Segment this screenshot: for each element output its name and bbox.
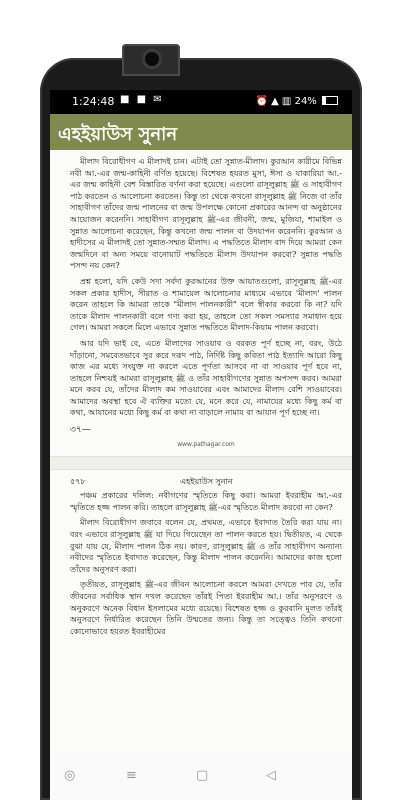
menu-icon[interactable]: ≡ — [126, 768, 137, 783]
battery-fill — [323, 97, 326, 104]
paragraph: প্রশ্ন হলো, যদি কেউ সদা সর্বদা কুরআনের উক্ত আয়াতগুলো, রাসূলুল্লাহ ﷺ-এর সকল প্রকার হাদীস, সীরাত ও শামায়েল আলোচনার মাধ্যমে এভাবে 'মীলাদ' পালন করেন তাহলে কি আমরা তাকে "মীলাদ পালনকারী" বলে স্বীকার করবো কি না? যদি তাকে মীলাদ পালনকারী বলে গণ্য করা হয়, তাহলে তো সকল সমস্যার সমাধান হয়ে গেল। আমরা সকলে মিলে এভাবে সুন্নাত পদ্ধতিতে মীলাদ-কিয়াম পালন করবো। — [70, 276, 342, 333]
header-page-number: ৫৭৮ — [70, 477, 86, 487]
home-circle-icon[interactable]: ◎ — [64, 768, 76, 783]
system-icons: ⏰ ▲ ▥ — [255, 96, 292, 107]
overview-icon[interactable]: ▢ — [196, 768, 209, 783]
status-bar — [50, 90, 352, 114]
paragraph: তৃতীয়ত, রাসূলুল্লাহ ﷺ-এর জীবন আলোচনা করলে আমরা দেখতে পাব যে, তাঁর জীবনের সর্বাধিক স্থান দখল করেছেন তাঁরই পিতা ইবরাহীম আ.। তাঁর অনুসরণে ও অনুকরণে অনেক বিধান ইসলামের মধ্যে রয়েছে। বিশেষত হজ্জ ও কুরবানি মূলত তাঁরই অনুসরণে নির্ধারিত করেছেন তিনি উম্মতের জন্য। কিন্তু তা সত্ত্বেও তিনি কখনো কোনোভাবে হযরত ইবরাহীমের — [70, 580, 342, 636]
app-bar — [50, 114, 352, 150]
app-title: এহইয়াউস সুনান — [58, 124, 178, 145]
notification-icons: ■ ■ ✉ — [120, 94, 164, 105]
navigation-bar — [50, 758, 352, 800]
page-divider — [50, 456, 352, 470]
screen — [50, 90, 352, 800]
paragraph: মীলাদ বিরোধীগণ এ মীলাদই চান। এটাই তো সুন্নাত-মীলাদ। কুরআন কারীমে বিভিন্ন নবী আ.-এর জন্ম-কাহিনী বর্ণিত হয়েছে। বিশেষত হযরত মুসা, ঈসা ও যাকারিয়া আ.-এর জন্ম কাহিনী বেশ বিস্তারিত বর্ণনা করা হয়েছে। এগুলো রাসূলুল্লাহ ﷺ ও সাহাবীগণ পাঠ করতেন ও আলোচনা করতেন। কিন্তু তা থেকে কখনো রাসূলুল্লাহ ﷺ নিজে বা তাঁর সাহাবীগণ তাঁদের জন্ম পালনের বা জন্ম উপলক্ষে কোনো প্রকারের আনন্দ বা অনুষ্ঠানের আয়োজন করেননি। সাহাবীগণ রাসূলুল্লাহ ﷺ-এর জীবনী, জন্ম, মুজিযা, শামাইল ও সুন্নাত আলোচনা করেছেন, কিন্তু কখনো জন্ম পালন বা উদযাপন করেননি। কুরআন ও হাদীসের এ মীলাদই তো সুন্নাত-সম্মত মীলাদ। এ পদ্ধতিতে মীলাদ বাদ দিয়ে আমরা কেন জন্মদিনে বা অন্য সময়ে বানোয়াট পদ্ধতিতে মীলাদ উদযাপন করবো? সুন্নাত পদ্ধতি পসন্দ নয় কেন? — [70, 157, 343, 271]
book-content[interactable] — [50, 150, 352, 758]
status-time: 1:24:48 — [72, 95, 115, 108]
popup-camera — [122, 44, 180, 76]
source-url: www.pathagar.com — [177, 440, 235, 448]
paragraph: মীলাদ বিরোধীগণ জবাবে বলেন যে, প্রথমত, এভাবে ইবাদাত তৈরি করা যায় না। বরং এভাবে রাসূলুল্লাহ ﷺ যা দিয়ে গিয়েছেন তা পালন করতে হয়। দ্বিতীয়ত, এ থেকে বুঝা যায় যে, মীলাদ পালন ঠিক নয়। কারণ, রাসূলুল্লাহ ﷺ ও তাঁর সাহাবীগণ অন্যান্য নবীদের স্মৃতিতে ইবাদাত করেছেন, কিন্তু মীলাদ পালন করেননি। আমাদের কাজ হলো তাঁদের অনুসরণ করা। — [70, 518, 343, 574]
back-icon[interactable]: ◁ — [266, 768, 276, 783]
battery-icon — [322, 96, 338, 105]
page-top — [50, 150, 352, 637]
paragraph: পঞ্চম প্রকারের দলিল: নবীগণের স্মৃতিতে কিছু করা। আমরা ইবরাহীম আ.-এর স্মৃতিতে হজ্জ পালন করি। তাহলে রাসূলুল্লাহ ﷺ-এর স্মৃতিতে মীলাদ করবো না কেন? — [70, 491, 342, 512]
paragraph: আর যদি ভাই বে, এতে মীলাদের সাওয়াব ও বরকত পূর্ণ হচ্ছে না, বরং, উঠে দাঁড়ানো, সমবেতভাবে সুর করে দরূদ পাঠ, নির্দিষ্ট কিছু কবিতা পাঠ ইত্যাদি আরো কিছু কাজ এর মধ্যে সংযুক্ত না করলে এতে পূর্ণতা আসবে না বা সাওয়াব পূর্ণ হবে না, তাহলে নিশ্চয়ই আমরা রাসূলুল্লাহ ﷺ ও তাঁর সাহাবীগণের সুন্নাত অপসন্দ করব। আমরা মনে করব যে, তাঁদের মীলাদ কম সাওয়াবের এবং আমাদের মীলাদ বেশি সাওয়াবের। আমাদের অবস্থা হবে ঐ ব্যক্তির মতো যে, মনে করে যে, নামাযের মধ্যে কিছু কর্ম বা কথা, আযানের মধ্যে কিছু কর্ম বা কথা না বাড়ালে নামায বা আযান পূর্ণ হচ্ছে না। — [70, 338, 342, 418]
header-title: এহইয়াউস সুনান — [180, 477, 233, 487]
running-header — [70, 476, 342, 490]
page-number: ৩৭— — [70, 425, 91, 436]
camera-lens — [145, 52, 159, 66]
battery-text: 24% — [294, 96, 317, 107]
status-right — [255, 95, 338, 107]
